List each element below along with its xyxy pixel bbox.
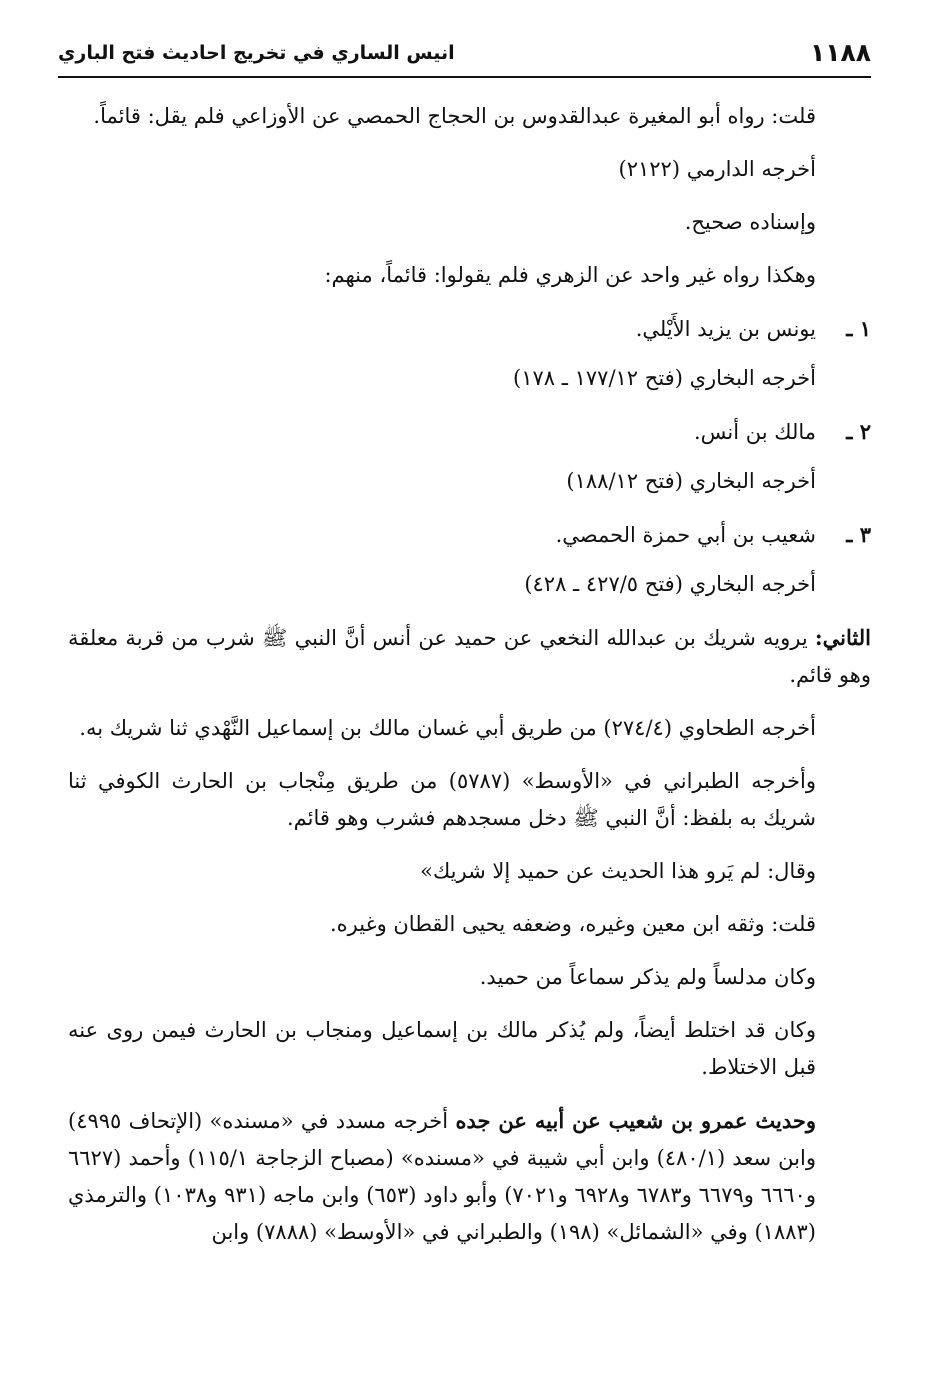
list-item-text: شعيب بن أبي حمزة الحمصي. (555, 523, 816, 547)
paragraph-narrators-intro: وهكذا رواه غير واحد عن الزهري فلم يقولوا: قائماً، منهم: (324, 263, 816, 287)
paragraph-isnad: وإسناده صحيح. (684, 210, 816, 234)
list-item-ref: أخرجه البخاري (فتح ١٧٧/١٢ ـ ١٧٨) (513, 366, 816, 390)
list-item (68, 310, 871, 348)
page-number: ١١٨٨ (809, 38, 871, 67)
paragraph-darimi: أخرجه الدارمي (٢١٢٢) (618, 157, 816, 181)
amr-hadith-title: وحديث عمرو بن شعيب عن أبيه عن جده (455, 1108, 816, 1133)
paragraph-ikhtilat: وكان قد اختلط أيضاً، ولم يُذكر مالك بن إسماعيل ومنجاب بن الحارث فيمن روى عنه قبل الاختلاط. (68, 1018, 816, 1079)
list-item (68, 413, 871, 451)
list-item (68, 516, 871, 554)
paragraph-second (68, 619, 871, 694)
running-title: انيس الساري في تخريج احاديث فتح الباري (58, 42, 455, 64)
paragraph-tahawi: أخرجه الطحاوي (٢٧٤/٤) من طريق أبي غسان مالك بن إسماعيل النَّهْدي ثنا شريك به. (79, 716, 816, 740)
list-item-ref: أخرجه البخاري (فتح ٤٢٧/٥ ـ ٤٢٨) (524, 572, 816, 596)
paragraph-mudallis: وكان مدلساً ولم يذكر سماعاً من حميد. (479, 965, 816, 989)
list-number: ٢ ـ (846, 419, 871, 444)
second-label: الثاني: (814, 625, 871, 650)
list-item-text: مالك بن أنس. (693, 420, 816, 444)
page-body (68, 98, 871, 1267)
paragraph-tabarani: وأخرجه الطبراني في «الأوسط» (٥٧٨٧) من طريق مِنْجاب بن الحارث الكوفي ثنا شريك به بلفظ: أنَّ النبي ﷺ دخل مسجدهم فشرب وهو قائم. (68, 769, 816, 830)
paragraph-amr-hadith (68, 1102, 871, 1251)
paragraph-qal: وقال: لم يَرو هذا الحديث عن حميد إلا شريك» (420, 859, 816, 883)
page-header (58, 34, 871, 78)
list-number: ٣ ـ (846, 522, 871, 547)
paragraph-qult: قلت: رواه أبو المغيرة عبدالقدوس بن الحجاج الحمصي عن الأوزاعي فلم يقل: قائماً. (93, 104, 816, 128)
second-text: يرويه شريك بن عبدالله النخعي عن حميد عن أنس أنَّ النبي ﷺ شرب من قربة معلقة وهو قائم. (68, 626, 871, 687)
paragraph-thiqah: قلت: وثقه ابن معين وغيره، وضعفه يحيى القطان وغيره. (329, 912, 816, 936)
amr-hadith-text: أخرجه مسدد في «مسنده» (الإتحاف ٤٩٩٥) وابن سعد (٤٨٠/١) وابن أبي شيبة في «مسنده» (مصباح الزجاجة ١١٥/١) وأحمد (٦٦٢٧ و٦٦٦٠ و٦٦٧٩ و٦٧٨٣ و٦٩٢٨ و٧٠٢١) وأبو داود (٦٥٣) وابن ماجه (٩٣١ و١٠٣٨) والترمذي (١٨٨٣) وفي «الشمائل» (١٩٨) والطبراني في «الأوسط» (٧٨٨٨) وابن (68, 1109, 816, 1244)
list-number: ١ ـ (846, 316, 871, 341)
list-item-ref: أخرجه البخاري (فتح ١٨٨/١٢) (566, 469, 816, 493)
list-item-text: يونس بن يزيد الأَيْلي. (635, 317, 816, 341)
